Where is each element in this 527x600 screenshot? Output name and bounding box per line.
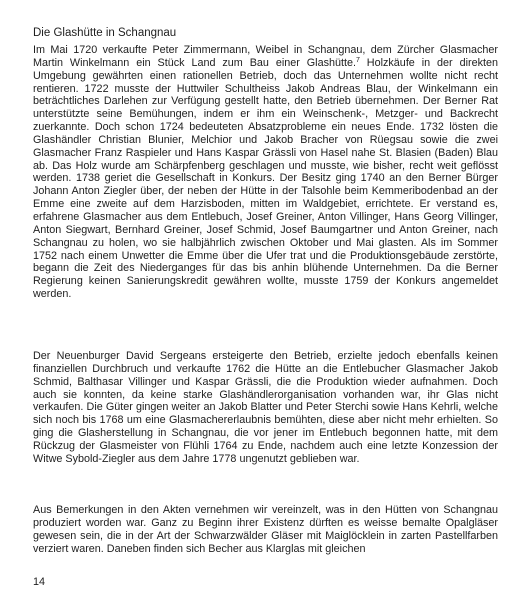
paragraph-1 <box>33 44 498 301</box>
paragraph-3: Aus Bemerkungen in den Akten vernehmen wir vereinzelt, was in den Hütten von Schangnau produziert worden war. Ganz zu Beginn ihrer Existenz dürften es weisse bemalte Opalgläser gewesen sein, die in der Art der Schwarzwälder Gläser mit Maiglöcklein in zarten Pastellfarben verziert waren. Daneben finden sich Becher aus Klarglas mit gleichen <box>33 504 498 555</box>
paragraph-2: Der Neuenburger David Sergeans ersteigerte den Betrieb, erzielte jedoch ebenfalls keinen finanziellen Durchbruch und verkaufte 1762 die Hütte an die Entlebucher Glasmacher Jakob Schmid, Balthasar Villinger und Kaspar Grässli, die die Produktion wieder aufnahmen. Doch auch sie konnten, da keine starke Glashändlerorganisation vorhanden war, ihr Glas nicht verkaufen. Die Güter gingen weiter an Jakob Blatter und Peter Sterchi sowie Hans Kehrli, welche sich noch bis 1768 um eine Glasmachererlaubnis bemühten, diese aber nicht mehr erhielten. So ging die Glasherstellung in Schangnau, die vor jener im Entlebuch begonnen hatte, mit dem Rückzug der Glasmeister von Flühli 1764 zu Ende, nachdem auch eine letzte Konzession der Witwe Sybold-Ziegler aus dem Jahre 1778 ungenutzt geblieben war. <box>33 350 498 465</box>
footnote-reference: 7 <box>355 56 360 64</box>
paragraph-1-text-a: Im Mai 1720 verkaufte Peter Zimmermann, Weibel in Schangnau, dem Zürcher Glasmacher Martin Winkelmann ein Stück Land zum Bau einer Glashütte. <box>33 44 498 69</box>
paragraph-1-text-b: Holzkäufe in der direkten Umgebung gewährten einen rationellen Betrieb, doch das Unternehmen wollte nicht recht rentieren. 1722 musste der Huttwiler Schultheiss Jakob Andreas Blau, der Winkelmann ein beträchtliches Darlehen zur Verfügung gestellt hatte, den Betrieb übernehmen. Der Berner Rat unterstützte seine Bemühungen, indem er ihm ein Weinschenk-, Metzger- und Backrecht zuerkannte. Doch schon 1724 bedeuteten Absatzprobleme ein neues Ende. 1732 lösten die Glashändler Christian Blunier, Melchior und Jakob Bracher von Rüegsau sowie die zwei Glasmacher Franz Raspieler und Hans Kaspar Grässli von Hasel nahe St. Blasien (Baden) Blau ab. Das Holz wurde am Schärpfenberg geschlagen und musste, wie bisher, recht weit geflösst werden. 1738 geriet die Gesellschaft in Konkurs. Der Besitz ging 1740 an den Berner Bürger Johann Anton Ziegler über, der neben der Hütte in der Talsohle beim Kemmeribodenbad an der Emme eine zweite auf dem Harzisboden, mitten im Waldgebiet, errichtete. Er verstand es, erfahrene Glasmacher aus dem Entlebuch, Josef Greiner, Anton Villinger, Hans Georg Villinger, Anton Siegwart, Bernhard Greiner, Josef Schmid, Josef Baumgartner und Anton Greiner, nach Schangnau zu holen, wo sie halbjährlich zwischen Oktober und Mai glasten. Als im Sommer 1752 nach einem Unwetter die Emme über die Ufer trat und die Produktionsgebäude zerstörte, begann die Zeit des Niederganges für das bis anhin blühende Unternehmen. Da die Berner Regierung keinen Sanierungskredit gewähren wollte, musste 1759 der Konkurs angemeldet werden. <box>33 56 498 301</box>
page-title: Die Glashütte in Schangnau <box>33 27 177 39</box>
page-number: 14 <box>33 576 46 588</box>
